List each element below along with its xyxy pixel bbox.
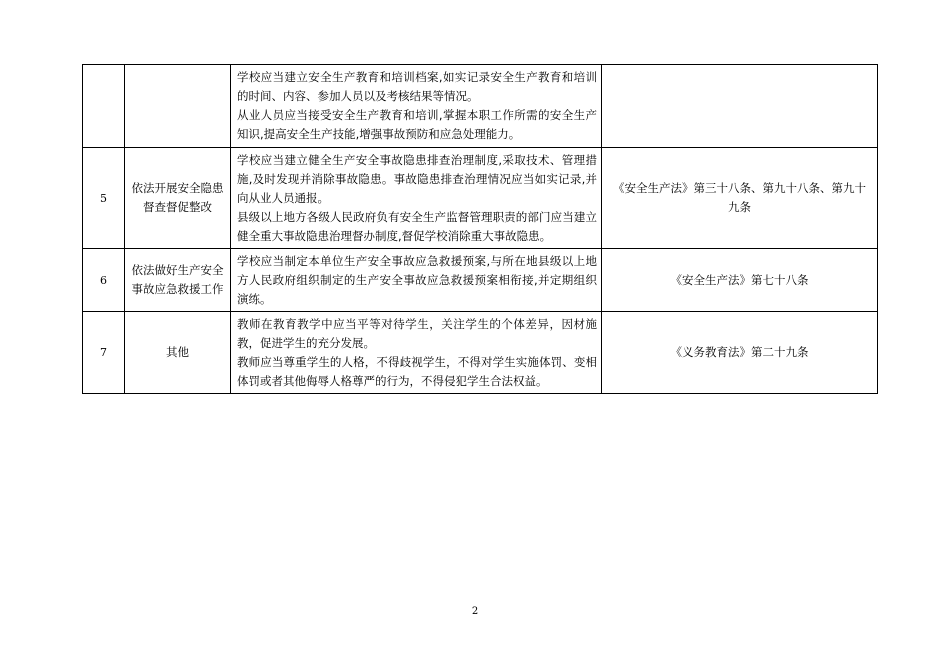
- row-legal-basis: 《安全生产法》第七十八条: [602, 249, 878, 312]
- content-paragraph: 教师在教育教学中应当平等对待学生，关注学生的个体差异，因材施教，促进学生的充分发展。: [237, 316, 597, 350]
- row-content: [231, 148, 602, 249]
- row-item: 其他: [125, 312, 231, 394]
- row-legal-basis: 《义务教育法》第二十九条: [602, 312, 878, 394]
- content-paragraph: 县级以上地方各级人民政府负有安全生产监督管理职责的部门应当建立健全重大事故隐患治理督办制度,督促学校消除重大事故隐患。: [237, 209, 597, 243]
- content-paragraph: 学校应当建立安全生产教育和培训档案,如实记录安全生产教育和培训的时间、内容、参加人员以及考核结果等情况。: [237, 70, 597, 103]
- row-content: [231, 249, 602, 312]
- table-row: [83, 65, 878, 148]
- row-legal-basis: 《安全生产法》第三十八条、第九十八条、第九十九条: [602, 148, 878, 249]
- row-number: 7: [83, 312, 125, 394]
- row-item: [125, 65, 231, 148]
- content-paragraph: 从业人员应当接受安全生产教育和培训,掌握本职工作所需的安全生产知识,提高安全生产技能,增强事故预防和应急处理能力。: [237, 108, 597, 141]
- content-paragraph: 教师应当尊重学生的人格，不得歧视学生，不得对学生实施体罚、变相体罚或者其他侮辱人格尊严的行为，不得侵犯学生合法权益。: [237, 354, 597, 388]
- row-content: [231, 312, 602, 394]
- page-number: 2: [471, 606, 479, 617]
- table-row: [83, 312, 878, 394]
- row-number: [83, 65, 125, 148]
- content-paragraph: 学校应当建立健全生产安全事故隐患排查治理制度,采取技术、管理措施,及时发现并消除事故隐患。事故隐患排查治理情况应当如实记录,并向从业人员通报。: [237, 152, 597, 205]
- row-number: 5: [83, 148, 125, 249]
- row-item: 依法做好生产安全事故应急救援工作: [125, 249, 231, 312]
- row-item: 依法开展安全隐患督查督促整改: [125, 148, 231, 249]
- row-content: [231, 65, 602, 148]
- row-number: 6: [83, 249, 125, 312]
- table-row: [83, 249, 878, 312]
- table-row: [83, 148, 878, 249]
- content-paragraph: 学校应当制定本单位生产安全事故应急救援预案,与所在地县级以上地方人民政府组织制定的生产安全事故应急救援预案相衔接,并定期组织演练。: [237, 253, 597, 306]
- row-legal-basis: [602, 65, 878, 148]
- regulation-table: [82, 64, 878, 394]
